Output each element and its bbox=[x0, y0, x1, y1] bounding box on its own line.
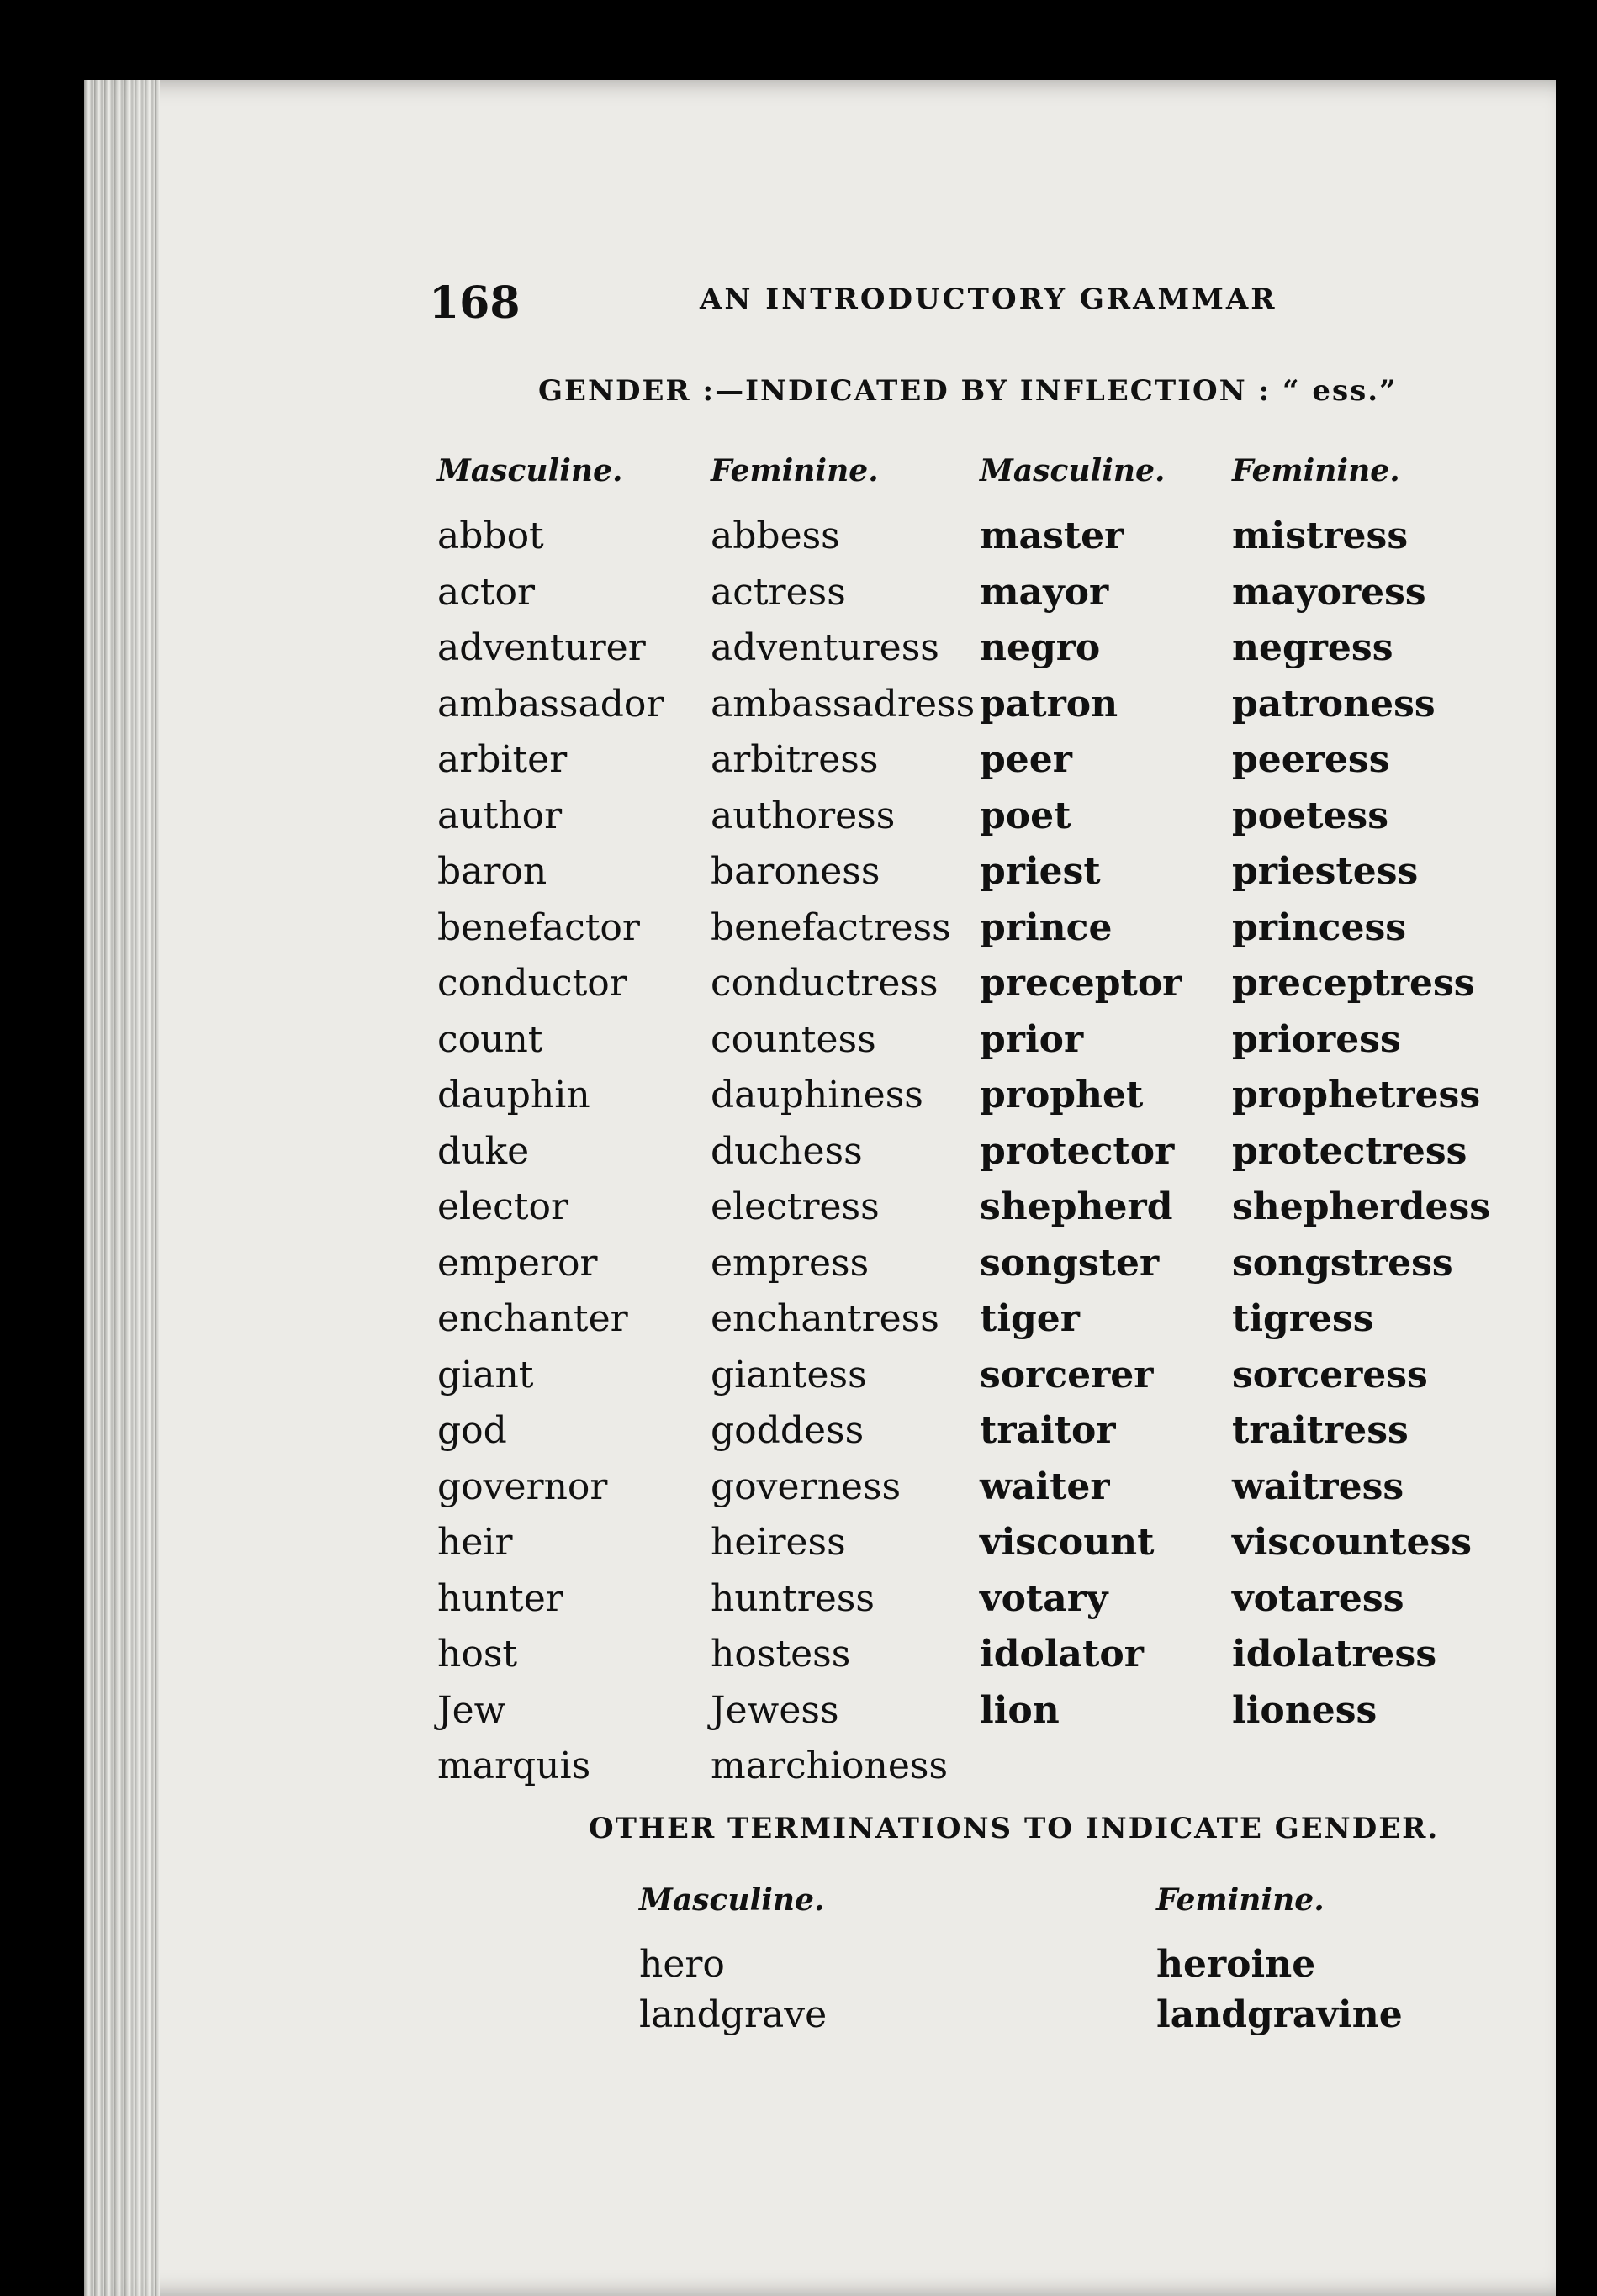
word-entry: master bbox=[980, 515, 1124, 557]
word-entry: prophet bbox=[980, 1074, 1144, 1116]
word-entry: heiress bbox=[711, 1521, 846, 1564]
word-list bbox=[711, 509, 975, 1795]
word-entry: hero bbox=[639, 1943, 725, 1986]
word-entry: duke bbox=[437, 1129, 530, 1173]
word-entry: tigress bbox=[1232, 1297, 1374, 1340]
word-entry: prince bbox=[980, 905, 1113, 949]
word-entry: countess bbox=[711, 1017, 876, 1061]
word-entry: giant bbox=[437, 1353, 534, 1396]
word-entry: tiger bbox=[980, 1297, 1080, 1340]
word-entry: viscount bbox=[980, 1521, 1155, 1564]
column-masculine-1 bbox=[437, 450, 664, 1795]
column-heading: Masculine. bbox=[437, 453, 623, 488]
word-entry: author bbox=[437, 794, 563, 837]
word-entry: negro bbox=[980, 626, 1101, 669]
column-feminine-2 bbox=[1232, 450, 1490, 1739]
word-entry: idolatress bbox=[1232, 1633, 1437, 1676]
column-feminine-other bbox=[1156, 1879, 1403, 2040]
word-entry: emperor bbox=[437, 1241, 598, 1285]
word-entry: poetess bbox=[1232, 794, 1388, 837]
column-heading: Feminine. bbox=[1156, 1882, 1325, 1918]
word-entry: hunter bbox=[437, 1576, 563, 1620]
word-entry: lion bbox=[980, 1688, 1060, 1732]
word-entry: marquis bbox=[437, 1744, 591, 1787]
word-entry: waiter bbox=[980, 1465, 1110, 1508]
word-entry: peeress bbox=[1232, 738, 1390, 781]
word-entry: ambassador bbox=[437, 682, 664, 726]
word-entry: mayoress bbox=[1232, 570, 1426, 614]
word-entry: dauphin bbox=[437, 1074, 590, 1116]
word-entry: peer bbox=[980, 738, 1072, 781]
word-entry: prophetress bbox=[1232, 1074, 1481, 1116]
word-entry: sorceress bbox=[1232, 1353, 1428, 1396]
word-entry: enchantress bbox=[711, 1297, 939, 1340]
word-entry: baroness bbox=[711, 850, 880, 893]
word-entry: landgrave bbox=[639, 1993, 828, 2036]
word-entry: governess bbox=[711, 1465, 902, 1508]
word-list bbox=[1232, 509, 1490, 1739]
word-entry: patroness bbox=[1232, 682, 1436, 726]
word-entry: conductor bbox=[437, 962, 627, 1005]
word-entry: lioness bbox=[1232, 1688, 1378, 1732]
word-entry: baron bbox=[437, 850, 547, 893]
word-entry: preceptress bbox=[1232, 962, 1475, 1005]
column-feminine-1 bbox=[711, 450, 975, 1795]
word-entry: god bbox=[437, 1409, 507, 1452]
word-entry: host bbox=[437, 1633, 518, 1676]
word-entry: negress bbox=[1232, 626, 1393, 669]
column-heading: Masculine. bbox=[639, 1882, 825, 1918]
word-list bbox=[437, 509, 664, 1795]
word-entry: governor bbox=[437, 1465, 608, 1508]
section-title-other-terminations: OTHER TERMINATIONS TO INDICATE GENDER. bbox=[589, 1812, 1440, 1845]
word-entry: songstress bbox=[1232, 1241, 1453, 1285]
word-entry: dauphiness bbox=[711, 1074, 923, 1116]
word-entry: shepherd bbox=[980, 1185, 1173, 1228]
word-entry: sorcerer bbox=[980, 1353, 1154, 1396]
word-entry: empress bbox=[711, 1241, 870, 1285]
word-entry: poet bbox=[980, 794, 1071, 837]
word-list bbox=[1156, 1940, 1403, 2040]
word-entry: votaress bbox=[1232, 1576, 1404, 1620]
section-title-inflection: GENDER :—INDICATED BY INFLECTION : “ ess.” bbox=[538, 374, 1398, 408]
word-entry: huntress bbox=[711, 1576, 875, 1620]
word-entry: prior bbox=[980, 1017, 1084, 1061]
word-entry: giantess bbox=[711, 1353, 867, 1396]
running-title: AN INTRODUCTORY GRAMMAR bbox=[700, 282, 1277, 316]
word-entry: arbiter bbox=[437, 738, 568, 781]
page-number: 168 bbox=[429, 277, 521, 329]
word-entry: songster bbox=[980, 1241, 1160, 1285]
word-entry: heroine bbox=[1156, 1943, 1316, 1986]
word-entry: benefactor bbox=[437, 905, 640, 949]
word-entry: benefactress bbox=[711, 905, 951, 949]
page-edge bbox=[84, 80, 160, 2296]
word-entry: heir bbox=[437, 1521, 513, 1564]
word-entry: patron bbox=[980, 682, 1118, 726]
word-entry: mistress bbox=[1232, 515, 1409, 557]
word-entry: votary bbox=[980, 1576, 1108, 1620]
word-entry: prioress bbox=[1232, 1017, 1401, 1061]
word-entry: shepherdess bbox=[1232, 1185, 1490, 1228]
column-heading: Feminine. bbox=[711, 453, 879, 488]
word-entry: viscountess bbox=[1232, 1521, 1473, 1564]
word-entry: marchioness bbox=[711, 1744, 949, 1787]
word-entry: duchess bbox=[711, 1129, 863, 1173]
word-entry: traitress bbox=[1232, 1409, 1409, 1452]
word-entry: enchanter bbox=[437, 1297, 628, 1340]
word-entry: elector bbox=[437, 1185, 568, 1228]
word-entry: preceptor bbox=[980, 962, 1182, 1005]
column-heading: Feminine. bbox=[1232, 453, 1400, 488]
word-entry: hostess bbox=[711, 1633, 851, 1676]
word-entry: mayor bbox=[980, 570, 1109, 614]
word-entry: princess bbox=[1232, 905, 1406, 949]
word-list bbox=[980, 509, 1182, 1739]
word-entry: protectress bbox=[1232, 1129, 1467, 1173]
word-entry: protector bbox=[980, 1129, 1175, 1173]
word-entry: actress bbox=[711, 570, 846, 614]
word-entry: electress bbox=[711, 1185, 880, 1228]
word-entry: adventuress bbox=[711, 626, 939, 669]
word-entry: waitress bbox=[1232, 1465, 1404, 1508]
word-entry: idolator bbox=[980, 1633, 1144, 1676]
word-entry: Jew bbox=[437, 1688, 506, 1732]
word-list bbox=[639, 1940, 827, 2040]
column-masculine-other bbox=[639, 1879, 827, 2040]
word-entry: count bbox=[437, 1017, 543, 1061]
word-entry: priest bbox=[980, 850, 1101, 893]
word-entry: priestess bbox=[1232, 850, 1419, 893]
word-entry: adventurer bbox=[437, 626, 646, 669]
word-entry: ambassadress bbox=[711, 682, 976, 726]
word-entry: landgravine bbox=[1156, 1993, 1403, 2036]
column-masculine-2 bbox=[980, 450, 1182, 1739]
word-entry: authoress bbox=[711, 794, 896, 837]
word-entry: goddess bbox=[711, 1409, 865, 1452]
word-entry: abbess bbox=[711, 515, 840, 557]
word-entry: traitor bbox=[980, 1409, 1116, 1452]
word-entry: Jewess bbox=[711, 1688, 839, 1732]
column-heading: Masculine. bbox=[980, 453, 1166, 488]
word-entry: actor bbox=[437, 570, 536, 614]
word-entry: arbitress bbox=[711, 738, 879, 781]
word-entry: abbot bbox=[437, 515, 544, 557]
word-entry: conductress bbox=[711, 962, 939, 1005]
